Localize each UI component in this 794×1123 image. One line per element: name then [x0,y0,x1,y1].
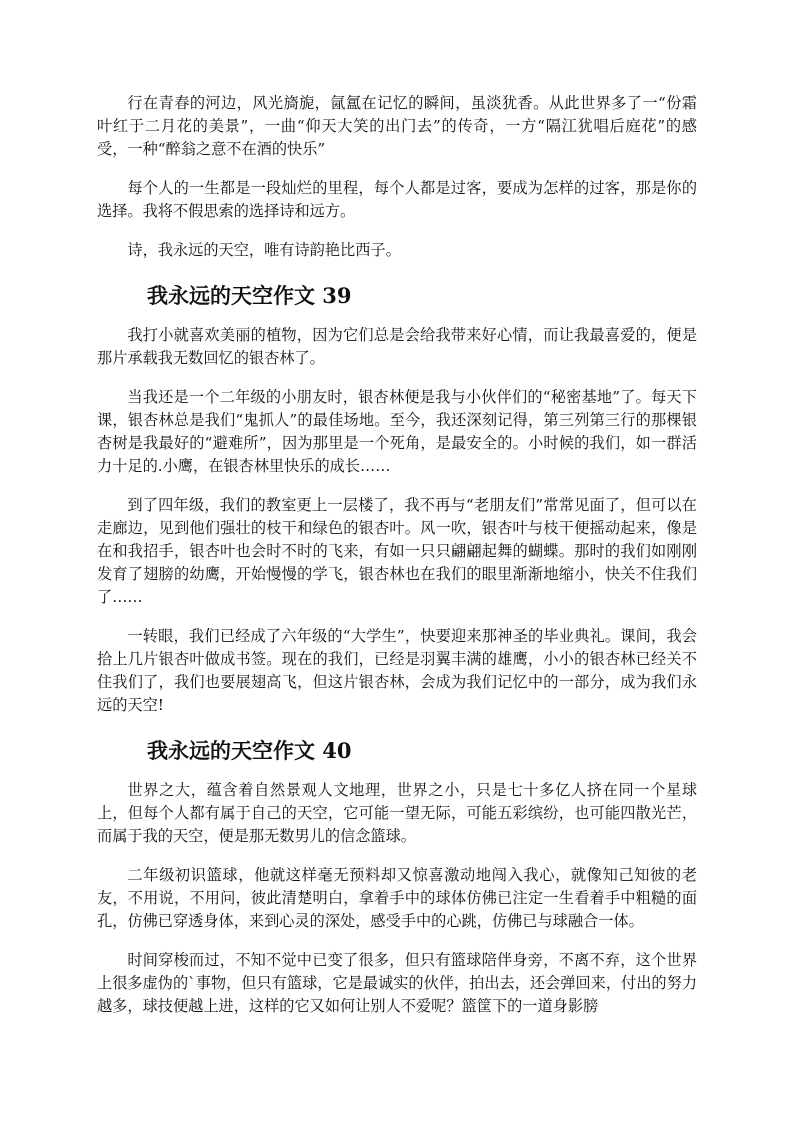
paragraph: 世界之大，蕴含着自然景观人文地理，世界之小，只是七十多亿人挤在同一个星球上，但每个人都有属于自己的天空，它可能一望无际，可能五彩缤纷，也可能四散光芒，而属于我的天空，便是那无数男儿的信念篮球。 [97,781,697,845]
section-heading: 我永远的天空作文 39 [147,283,352,308]
paragraph: 我打小就喜欢美丽的植物，因为它们总是会给我带来好心情，而让我最喜爱的，便是那片承载我无数回忆的银杏林了。 [97,326,697,367]
paragraph: 诗，我永远的天空，唯有诗韵艳比西子。 [127,241,401,259]
paragraph: 每个人的一生都是一段灿烂的里程，每个人都是过客，要成为怎样的过客，那是你的选择。我将不假思索的选择诗和远方。 [97,179,697,220]
paragraph: 一转眼，我们已经成了六年级的“大学生”，快要迎来那神圣的毕业典礼。课间，我会拾上几片银杏叶做成书签。现在的我们，已经是羽翼丰满的雄鹰，小小的银杏林已经关不住我们了，我们也要展翅高飞，但这片银杏林，会成为我们记忆中的一部分，成为我们永远的天空! [97,627,697,714]
paragraph: 到了四年级，我们的教室更上一层楼了，我不再与“老朋友们”常常见面了，但可以在走廊边，见到他们强壮的枝干和绿色的银杏叶。风一吹，银杏叶与枝干便摇动起来，像是在和我招手，银杏叶也会时不时的飞来，有如一只只翩翩起舞的蝴蝶。那时的我们如刚刚发育了翅膀的幼鹰，开始慢慢的学飞，银杏林也在我们的眼里渐渐地缩小，快关不住我们了…… [97,496,697,606]
paragraph: 当我还是一个二年级的小朋友时，银杏林便是我与小伙伴们的“秘密基地”了。每天下课，银杏林总是我们“鬼抓人”的最佳场地。至今，我还深刻记得，第三列第三行的那棵银杏树是我最好的“避难所”，因为那里是一个死角，是最安全的。小时候的我们，如一群活力十足的.小鹰，在银杏林里快乐的成长…… [97,388,697,475]
section-heading: 我永远的天空作文 40 [147,738,352,763]
document-page [97,92,697,1018]
paragraph: 二年级初识篮球，他就这样毫无预料却又惊喜激动地闯入我心，就像知己知彼的老友，不用说，不用问，彼此清楚明白，拿着手中的球体仿佛已注定一生看着手中粗糙的面孔，仿佛已穿透身体，来到心灵的深处，感受手中的心跳，仿佛已与球融合一体。 [97,866,697,930]
paragraph: 行在青春的河边，风光旖旎，氤氲在记忆的瞬间，虽淡犹香。从此世界多了一“份霜叶红于二月花的美景”，一曲“仰天大笑的出门去”的传奇，一方“隔江犹唱后庭花”的感受，一种“醉翁之意不在酒的快乐” [97,94,697,158]
paragraph: 时间穿梭而过，不知不觉中已变了很多，但只有篮球陪伴身旁，不离不弃，这个世界上很多虚伪的`事物，但只有篮球，它是最诚实的伙伴，拍出去，还会弹回来，付出的努力越多，球技便越上进，这样的它又如何让别人不爱呢？篮筐下的一道身影膀 [97,951,697,1015]
